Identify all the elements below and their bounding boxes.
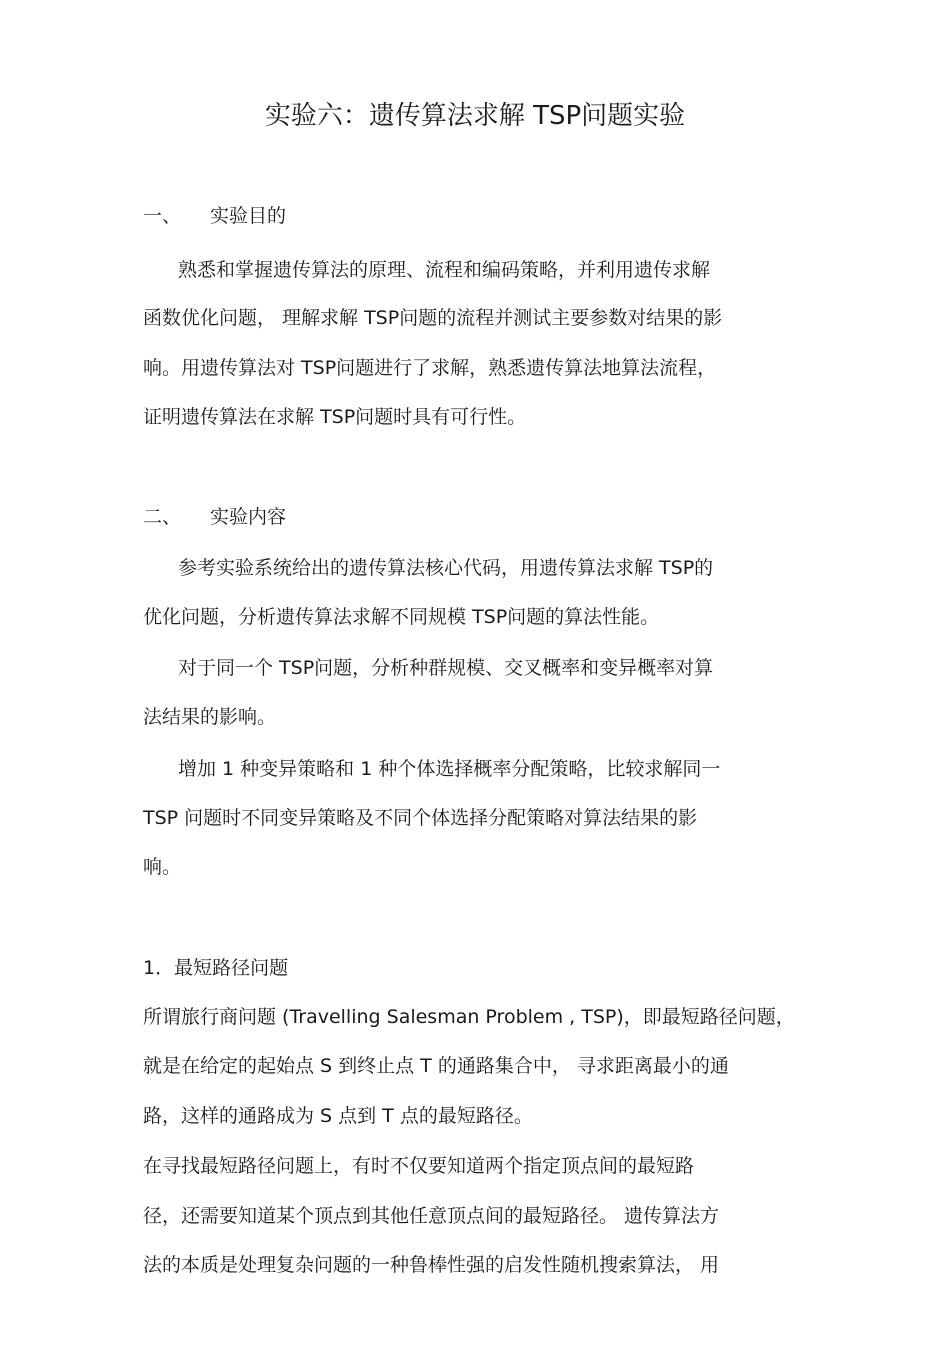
section-1-paragraph-line: 证明遗传算法在求解 TSP问题时具有可行性。 bbox=[143, 406, 527, 428]
section-2-paragraph-3-line: TSP 问题时不同变异策略及不同个体选择分配策略对算法结果的影 bbox=[143, 807, 698, 829]
section-2-number: 二、 bbox=[143, 506, 182, 528]
section-2-paragraph-3-line: 增加 1 种变异策略和 1 种个体选择概率分配策略，比较求解同一 bbox=[178, 758, 721, 780]
section-1-heading: 实验目的 bbox=[210, 205, 287, 227]
subsection-1-line: 法的本质是处理复杂问题的一种鲁棒性强的启发性随机搜索算法， 用 bbox=[143, 1254, 720, 1276]
section-1-paragraph-line: 响。用遗传算法对 TSP问题进行了求解，熟悉遗传算法地算法流程， bbox=[143, 357, 717, 379]
subsection-1-heading: 1．最短路径问题 bbox=[143, 957, 289, 979]
section-1-paragraph-line: 熟悉和掌握遗传算法的原理、流程和编码策略，并利用遗传求解 bbox=[178, 259, 711, 281]
section-2-paragraph-3-line: 响。 bbox=[143, 856, 182, 878]
subsection-1-line: 径，还需要知道某个顶点到其他任意顶点间的最短路径。 遗传算法方 bbox=[143, 1205, 720, 1227]
subsection-1-line: 就是在给定的起始点 S 到终止点 T 的通路集合中， 寻求距离最小的通 bbox=[143, 1055, 729, 1077]
subsection-1-line: 路，这样的通路成为 S 点到 T 点的最短路径。 bbox=[143, 1105, 533, 1127]
subsection-1-line: 所谓旅行商问题 (Travelling Salesman Problem , TSP)，即最短路径问题， bbox=[143, 1006, 795, 1028]
section-2-paragraph-1-line: 参考实验系统给出的遗传算法核心代码，用遗传算法求解 TSP的 bbox=[178, 557, 714, 579]
section-1-number: 一、 bbox=[143, 205, 182, 227]
section-2-paragraph-2-line: 对于同一个 TSP问题，分析种群规模、交叉概率和变异概率对算 bbox=[178, 657, 714, 679]
section-2-paragraph-2-line: 法结果的影响。 bbox=[143, 706, 277, 728]
section-1-paragraph-line: 函数优化问题， 理解求解 TSP问题的流程并测试主要参数对结果的影 bbox=[143, 307, 723, 329]
subsection-1-line: 在寻找最短路径问题上，有时不仅要知道两个指定顶点间的最短路 bbox=[143, 1155, 695, 1177]
document-title: 实验六：遗传算法求解 TSP问题实验 bbox=[264, 101, 686, 131]
section-2-paragraph-1-line: 优化问题，分析遗传算法求解不同规模 TSP问题的算法性能。 bbox=[143, 606, 660, 628]
section-2-heading: 实验内容 bbox=[210, 506, 287, 528]
